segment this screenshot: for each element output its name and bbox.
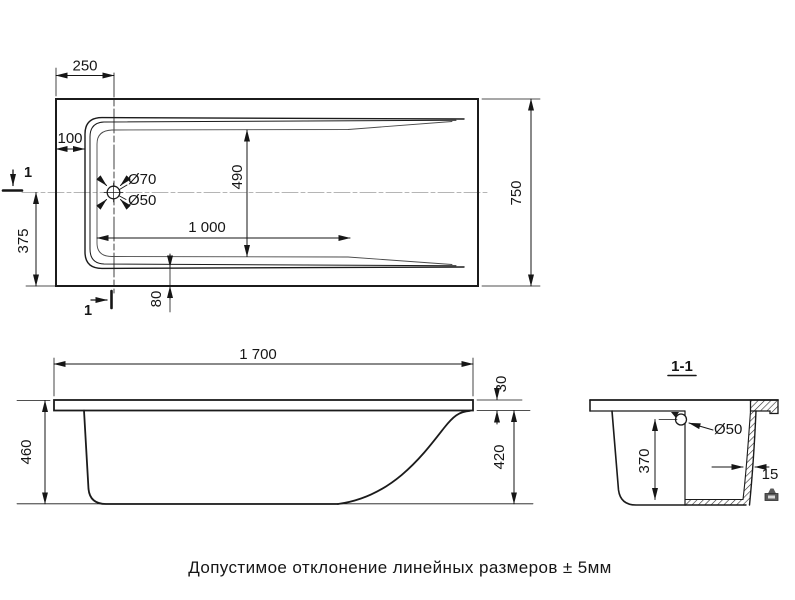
dim-370 bbox=[655, 420, 677, 500]
section-title: 1-1 bbox=[671, 358, 693, 375]
dim-375-text: 375 bbox=[15, 228, 32, 254]
drain-label-leader bbox=[689, 423, 713, 430]
section-view bbox=[590, 358, 778, 505]
tolerance-caption: Допустимое отклонение линейных размеров ± 5мм bbox=[188, 558, 612, 577]
drain-label-text: Ø50 bbox=[714, 421, 743, 438]
section-mark-left-label: 1 bbox=[23, 165, 33, 181]
drain-outer-diameter-label: Ø70 bbox=[128, 171, 157, 188]
tub-left-wall bbox=[84, 411, 338, 505]
cut-rim-block bbox=[751, 400, 779, 414]
dim-15-text: 15 bbox=[761, 466, 779, 483]
dim-370-text: 370 bbox=[636, 448, 653, 474]
dim-1700 bbox=[54, 358, 473, 396]
dim-490-text: 490 bbox=[229, 164, 246, 190]
section-mark-bottom-label: 1 bbox=[83, 303, 93, 319]
tub-back-curve bbox=[338, 411, 470, 504]
drain-inner-diameter-label: Ø50 bbox=[128, 192, 157, 209]
side-view bbox=[17, 346, 533, 504]
section-mark-left bbox=[3, 170, 22, 191]
dim-1700-text: 1 700 bbox=[239, 346, 277, 363]
dim-420-text: 420 bbox=[491, 444, 508, 470]
stamp-icon bbox=[765, 489, 778, 501]
top-view bbox=[3, 58, 540, 320]
section-mark-bottom bbox=[91, 291, 112, 308]
dim-750-text: 750 bbox=[508, 180, 525, 206]
rim-slab bbox=[54, 400, 473, 411]
dim-30-text: 30 bbox=[493, 375, 510, 393]
dim-1000-text: 1 000 bbox=[188, 219, 226, 236]
dim-80-text: 80 bbox=[148, 290, 165, 308]
dim-100-text: 100 bbox=[57, 130, 83, 147]
dim-250-text: 250 bbox=[72, 57, 98, 75]
dim-460-text: 460 bbox=[18, 439, 35, 465]
